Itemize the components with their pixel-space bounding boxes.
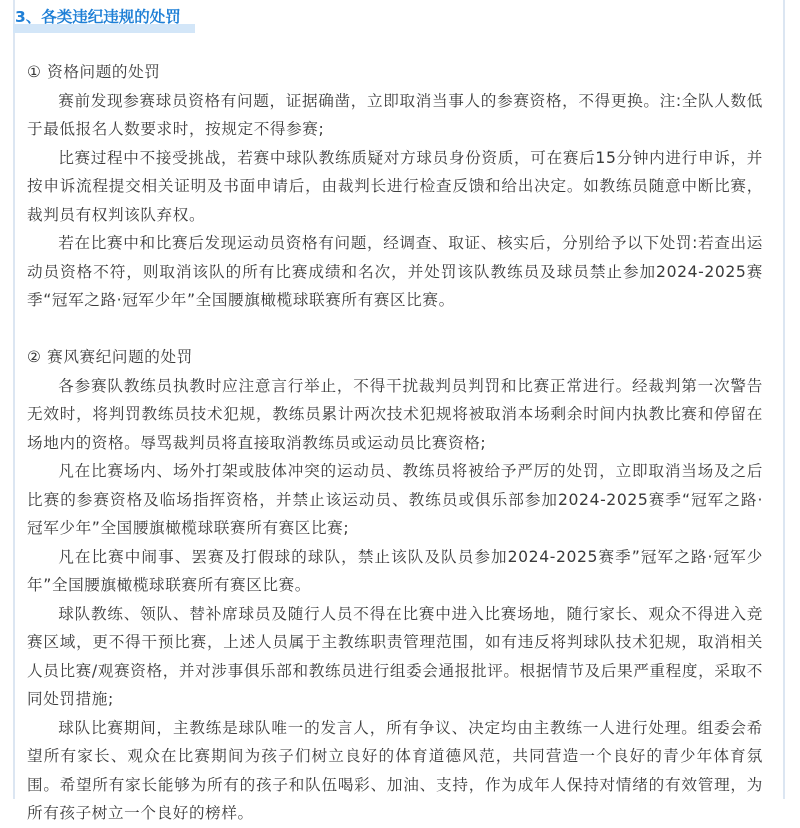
section-heading-wrap [13, 6, 187, 36]
paragraph: 凡在比赛中闹事、罢赛及打假球的球队，禁止该队及队员参加2024-2025赛季”冠军之路·冠军少年”全国腰旗橄榄球联赛所有赛区比赛。 [27, 547, 763, 594]
article-body [27, 58, 763, 828]
subheading-eligibility: ① 资格问题的处罚 [27, 63, 161, 81]
paragraph: 赛前发现参赛球员资格有问题，证据确凿，立即取消当事人的参赛资格，不得更换。注:全队人数低于最低报名人数要求时，按规定不得参赛; [27, 91, 763, 138]
paragraph: 凡在比赛场内、场外打架或肢体冲突的运动员、教练员将被给予严厉的处罚，立即取消当场及之后比赛的参赛资格及临场指挥资格，并禁止该运动员、教练员或俱乐部参加2024-2025赛季“冠军之路·冠军少年”全国腰旗橄榄球联赛所有赛区比赛; [27, 462, 763, 537]
section-heading [13, 6, 187, 28]
paragraph: 各参赛队教练员执教时应注意言行举止，不得干扰裁判员判罚和比赛正常进行。经裁判第一次警告无效时，将判罚教练员技术犯规，教练员累计两次技术犯规将被取消本场剩余时间内执教比赛和停留在场地内的资格。辱骂裁判员将直接取消教练员或运动员比赛资格; [27, 376, 763, 452]
subheading-conduct: ② 赛风赛纪问题的处罚 [27, 348, 193, 366]
paragraph: 球队比赛期间，主教练是球队唯一的发言人，所有争议、决定均由主教练一人进行处理。组委会希望所有家长、观众在比赛期间为孩子们树立良好的体育道德风范，共同营造一个良好的青少年体育氛围。希望所有家长能够为所有的孩子和队伍喝彩、加油、支持，作为成年人保持对情绪的有效管理，为所有孩子树立一个良好的榜样。 [27, 718, 763, 822]
paragraph: 若在比赛中和比赛后发现运动员资格有问题，经调查、取证、核实后，分别给予以下处罚:若查出运动员资格不符，则取消该队的所有比赛成绩和名次，并处罚该队教练员及球员禁止参加2024-2025赛季“冠军之路·冠军少年”全国腰旗橄榄球联赛所有赛区比赛。 [27, 234, 763, 309]
paragraph: 比赛过程中不接受挑战，若赛中球队教练质疑对方球员身份资质，可在赛后15分钟内进行申诉，并按申诉流程提交相关证明及书面申请后，由裁判长进行检查反馈和给出决定。如教练员随意中断比赛，裁判员有权判该队弃权。 [27, 148, 763, 224]
section-heading-text: 3、各类违纪违规的处罚 [15, 8, 181, 26]
section-spacer [27, 315, 763, 344]
paragraph: 球队教练、领队、替补席球员及随行人员不得在比赛中进入比赛场地，随行家长、观众不得进入竞赛区域，更不得干预比赛，上述人员属于主教练职责管理范围，如有违反将判球队技术犯规，取消相关人员比赛/观赛资格，并对涉事俱乐部和教练员进行组委会通报批评。根据情节及后果严重程度，采取不同处罚措施; [27, 604, 763, 708]
